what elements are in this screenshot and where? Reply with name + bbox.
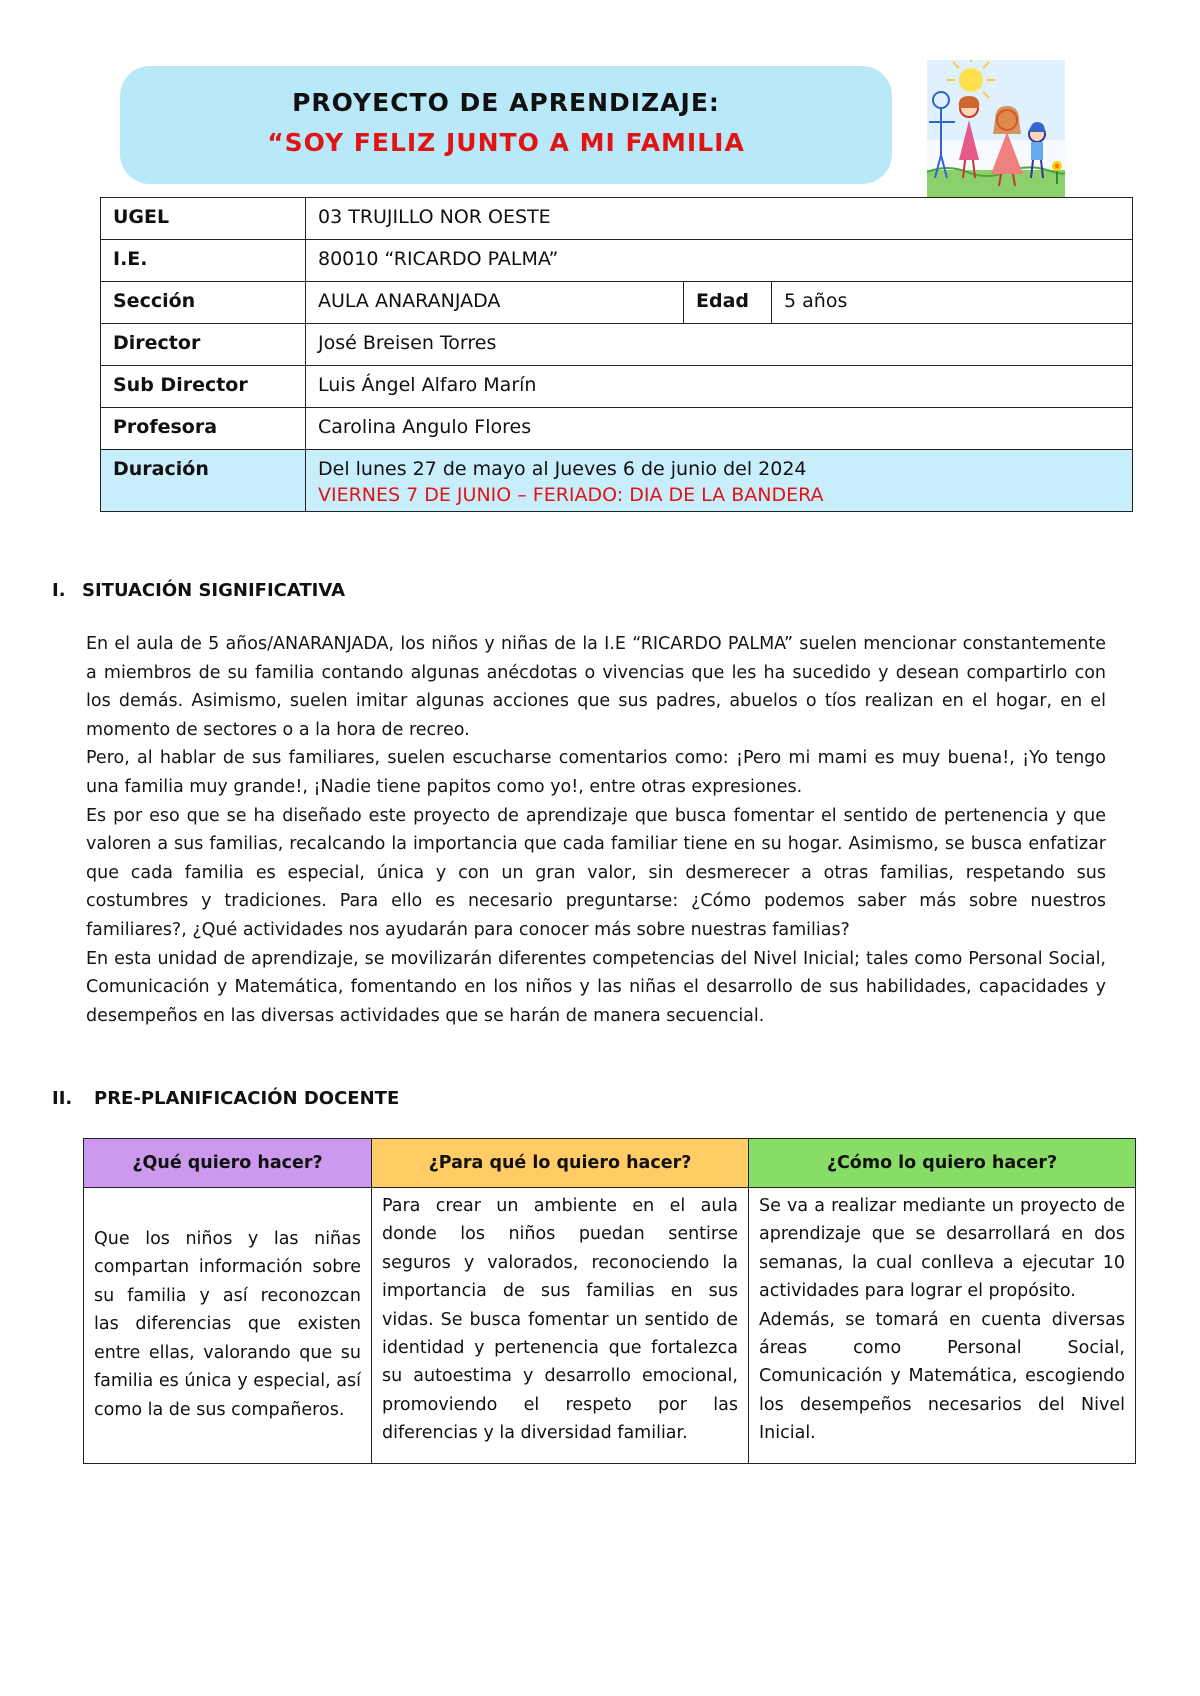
paragraph: Es por eso que se ha diseñado este proyecto de aprendizaje que busca fomentar el sentido de pertenencia y que valoren a sus familias, recalcando la importancia que cada familiar tiene en su hogar. Asimismo, se busca enfatizar que cada familia es especial, única y con un gran valor, sin desmerecer a otras familias, respetando sus costumbres y tradiciones. Para ello es necesario preguntarse: ¿Cómo podemos saber más sobre nuestros familiares?, ¿Qué actividades nos ayudarán para conocer más sobre nuestras familias? bbox=[86, 805, 1106, 940]
subdirector-value: Luis Ángel Alfaro Marín bbox=[306, 366, 1133, 408]
cell-como bbox=[749, 1188, 1136, 1464]
seccion-label: Sección bbox=[101, 282, 306, 324]
ie-value: 80010 “RICARDO PALMA” bbox=[306, 240, 1133, 282]
column-header-como: ¿Cómo lo quiero hacer? bbox=[749, 1139, 1136, 1188]
duracion-value: Del lunes 27 de mayo al Jueves 6 de junio del 2024 bbox=[318, 458, 807, 480]
cell-que bbox=[84, 1188, 372, 1464]
seccion-value: AULA ANARANJADA bbox=[306, 282, 684, 324]
project-info-table bbox=[100, 197, 1133, 512]
table-row bbox=[101, 366, 1133, 408]
cell-text: Que los niños y las niñas compartan información sobre su familia y así reconozcan las diferencias que existen entre ellas, valorando que su familia es única y especial, así como la de sus compañeros. bbox=[94, 1229, 361, 1420]
table-row bbox=[101, 324, 1133, 366]
profesora-value: Carolina Angulo Flores bbox=[306, 408, 1133, 450]
edad-label: Edad bbox=[684, 282, 772, 324]
table-row bbox=[101, 240, 1133, 282]
cell-para-que bbox=[372, 1188, 749, 1464]
section-number: I. bbox=[52, 580, 66, 601]
cell-text: Además, se tomará en cuenta diversas áreas como Personal Social, Comunicación y Matemática, escogiendo los desempeños necesarios del Nivel Inicial. bbox=[759, 1309, 1125, 1444]
table-row bbox=[101, 198, 1133, 240]
column-header-para-que: ¿Para qué lo quiero hacer? bbox=[372, 1139, 749, 1188]
table-row bbox=[101, 450, 1133, 512]
cell-text: Para crear un ambiente en el aula donde los niños puedan sentirse seguros y valorados, reconociendo la importancia de sus familias en sus vidas. Se busca fomentar un sentido de identidad y pertenencia que fortalezca su autoestima y desarrollo emocional, promoviendo el respeto por las diferencias y la diversidad familiar. bbox=[382, 1196, 738, 1444]
cell-text: Se va a realizar mediante un proyecto de aprendizaje que se desarrollará en dos semanas, la cual conlleva a ejecutar 10 actividades para lograr el propósito. bbox=[759, 1196, 1125, 1302]
ugel-label: UGEL bbox=[101, 198, 306, 240]
edad-value: 5 años bbox=[772, 282, 1133, 324]
section-title: SITUACIÓN SIGNIFICATIVA bbox=[82, 580, 346, 601]
director-value: José Breisen Torres bbox=[306, 324, 1133, 366]
duracion-cell bbox=[306, 450, 1133, 512]
section-number: II. bbox=[52, 1088, 73, 1109]
table-row bbox=[101, 408, 1133, 450]
section-heading-situacion bbox=[52, 580, 345, 601]
family-drawing-icon bbox=[927, 60, 1065, 198]
ie-label: I.E. bbox=[101, 240, 306, 282]
profesora-label: Profesora bbox=[101, 408, 306, 450]
title-banner bbox=[120, 66, 892, 184]
preplanificacion-table bbox=[83, 1138, 1136, 1464]
ugel-value: 03 TRUJILLO NOR OESTE bbox=[306, 198, 1133, 240]
director-label: Director bbox=[101, 324, 306, 366]
section-title: PRE-PLANIFICACIÓN DOCENTE bbox=[94, 1088, 400, 1109]
duracion-label: Duración bbox=[101, 450, 306, 512]
subdirector-label: Sub Director bbox=[101, 366, 306, 408]
table-header-row bbox=[84, 1139, 1136, 1188]
situacion-significativa-text bbox=[86, 630, 1106, 1030]
project-subtitle: “SOY FELIZ JUNTO A MI FAMILIA bbox=[267, 128, 745, 157]
duracion-note: VIERNES 7 DE JUNIO – FERIADO: DIA DE LA BANDERA bbox=[318, 484, 824, 506]
section-heading-preplanificacion bbox=[52, 1088, 399, 1109]
column-header-que: ¿Qué quiero hacer? bbox=[84, 1139, 372, 1188]
paragraph: Pero, al hablar de sus familiares, suelen escucharse comentarios como: ¡Pero mi mami es muy buena!, ¡Yo tengo una familia muy grande!, ¡Nadie tiene papitos como yo!, entre otras expresiones. bbox=[86, 748, 1106, 797]
table-row bbox=[101, 282, 1133, 324]
paragraph: En el aula de 5 años/ANARANJADA, los niños y niñas de la I.E “RICARDO PALMA” suelen mencionar constantemente a miembros de su familia contando algunas anécdotas o vivencias que les ha sucedido y desean compartirlo con los demás. Asimismo, suelen imitar algunas acciones que sus padres, abuelos o tíos realizan en el hogar, en el momento de sectores o a la hora de recreo. bbox=[86, 634, 1106, 740]
paragraph: En esta unidad de aprendizaje, se movilizarán diferentes competencias del Nivel Inicial; tales como Personal Social, Comunicación y Matemática, fomentando en los niños y las niñas el desarrollo de sus habilidades, capacidades y desempeños en las diversas actividades que se harán de manera secuencial. bbox=[86, 948, 1106, 1026]
project-title: PROYECTO DE APRENDIZAJE: bbox=[292, 88, 720, 117]
table-row bbox=[84, 1188, 1136, 1464]
